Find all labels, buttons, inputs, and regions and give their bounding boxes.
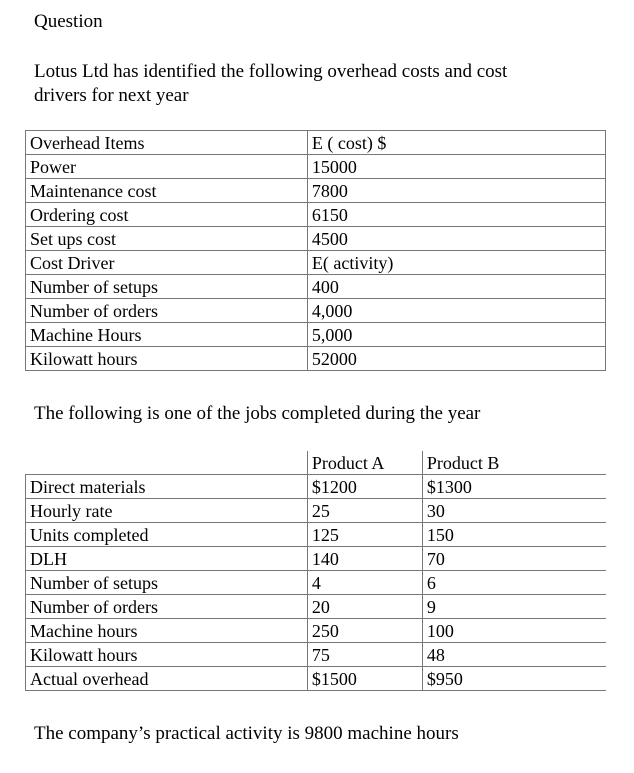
- table-cell: Power: [26, 155, 308, 179]
- table-cell: Kilowatt hours: [26, 643, 308, 667]
- table-row: [26, 131, 606, 155]
- job-products-table: [25, 451, 606, 691]
- table-row: [26, 499, 607, 523]
- table-header-cell: [26, 451, 308, 475]
- table-cell: 9: [422, 595, 606, 619]
- table-cell: Direct materials: [26, 475, 308, 499]
- table-cell: 75: [307, 643, 422, 667]
- table-cell: $1300: [422, 475, 606, 499]
- table-cell: 30: [422, 499, 606, 523]
- table-row: [26, 179, 606, 203]
- table-row: [26, 155, 606, 179]
- table-cell: 52000: [307, 347, 605, 371]
- table-row: [26, 619, 607, 643]
- table-cell: 6150: [307, 203, 605, 227]
- table-cell: Machine hours: [26, 619, 308, 643]
- table-cell: E ( cost) $: [307, 131, 605, 155]
- table-cell: E( activity): [307, 251, 605, 275]
- table-row: [26, 251, 606, 275]
- table-row: [26, 667, 607, 691]
- table-cell: 400: [307, 275, 605, 299]
- table-cell: Overhead Items: [26, 131, 308, 155]
- table-row: [26, 547, 607, 571]
- table-row: [26, 523, 607, 547]
- table-cell: Number of orders: [26, 299, 308, 323]
- table-row: [26, 595, 607, 619]
- question-heading: Question: [34, 11, 103, 32]
- table-header-row: [26, 451, 607, 475]
- table-cell: 4: [307, 571, 422, 595]
- table-cell: 250: [307, 619, 422, 643]
- table-cell: 5,000: [307, 323, 605, 347]
- table-cell: 48: [422, 643, 606, 667]
- overhead-costs-table: [25, 130, 606, 371]
- table-cell: 4500: [307, 227, 605, 251]
- table-row: [26, 227, 606, 251]
- table-cell: Ordering cost: [26, 203, 308, 227]
- table-cell: 150: [422, 523, 606, 547]
- table-cell: Number of setups: [26, 275, 308, 299]
- table-cell: 7800: [307, 179, 605, 203]
- table-cell: Number of orders: [26, 595, 308, 619]
- table-cell: Cost Driver: [26, 251, 308, 275]
- table-cell: Kilowatt hours: [26, 347, 308, 371]
- table-cell: 20: [307, 595, 422, 619]
- table-cell: 15000: [307, 155, 605, 179]
- table-row: [26, 203, 606, 227]
- table-cell: 6: [422, 571, 606, 595]
- table-row: [26, 347, 606, 371]
- intro-paragraph: [34, 60, 507, 108]
- table-cell: 4,000: [307, 299, 605, 323]
- table-cell: $1200: [307, 475, 422, 499]
- table-row: [26, 323, 606, 347]
- intro-line-1: Lotus Ltd has identified the following overhead costs and cost: [34, 61, 508, 82]
- table-cell: Units completed: [26, 523, 308, 547]
- table-row: [26, 275, 606, 299]
- table-cell: 100: [422, 619, 606, 643]
- table-row: [26, 299, 606, 323]
- intro-line-2: drivers for next year: [34, 85, 189, 106]
- practical-activity-text: The company’s practical activity is 9800 machine hours: [34, 723, 459, 744]
- table-cell: 125: [307, 523, 422, 547]
- table-cell: $1500: [307, 667, 422, 691]
- table-cell: 140: [307, 547, 422, 571]
- table-cell: Maintenance cost: [26, 179, 308, 203]
- jobs-intro-text: The following is one of the jobs completed during the year: [34, 403, 481, 424]
- table-cell: Machine Hours: [26, 323, 308, 347]
- table-cell: Hourly rate: [26, 499, 308, 523]
- table-header-cell: Product A: [307, 451, 422, 475]
- table-row: [26, 475, 607, 499]
- table-cell: 25: [307, 499, 422, 523]
- table-cell: Number of setups: [26, 571, 308, 595]
- table-header-cell: Product B: [422, 451, 606, 475]
- table-cell: 70: [422, 547, 606, 571]
- table-row: [26, 571, 607, 595]
- table-row: [26, 643, 607, 667]
- table-cell: Set ups cost: [26, 227, 308, 251]
- table-cell: Actual overhead: [26, 667, 308, 691]
- table-cell: $950: [422, 667, 606, 691]
- table-cell: DLH: [26, 547, 308, 571]
